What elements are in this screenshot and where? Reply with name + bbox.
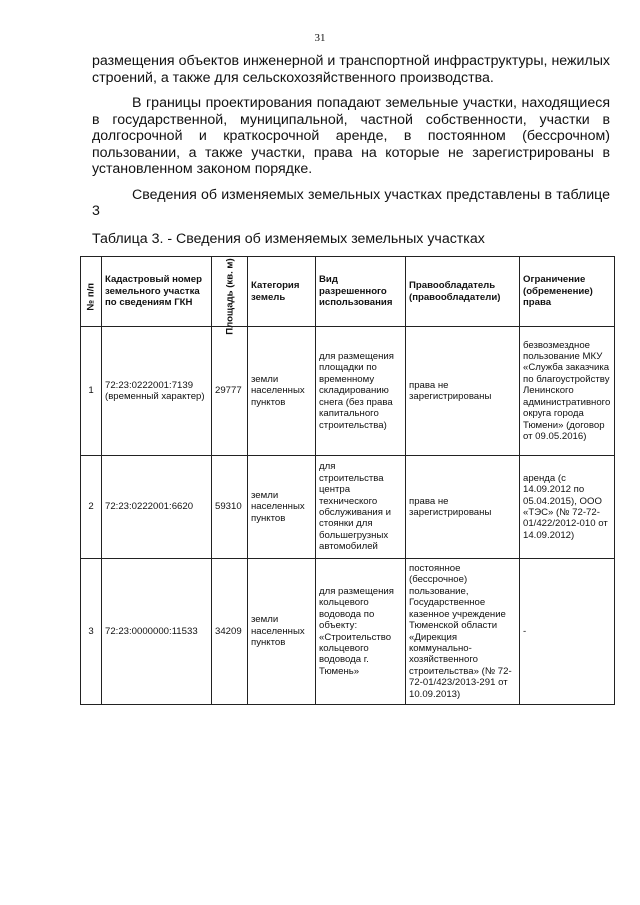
cell-restriction: аренда (с 14.09.2012 по 05.04.2015), ООО «ТЭС» (№ 72-72-01/422/2012-010 от 14.09.2012) (520, 456, 615, 559)
cell-restriction: - (520, 559, 615, 705)
cell-cadastral: 72:23:0222001:6620 (102, 456, 212, 559)
cell-num: 3 (81, 559, 102, 705)
cell-holder: права не зарегистрированы (406, 456, 520, 559)
header-category: Категория земель (248, 257, 316, 327)
cell-category: земли населенных пунктов (248, 559, 316, 705)
cell-area: 29777 (212, 327, 248, 456)
page-number: 31 (314, 32, 326, 44)
cell-category: земли населенных пунктов (248, 327, 316, 456)
land-plots-table (80, 256, 615, 705)
header-area: Площадь (кв. м) (212, 257, 248, 327)
header-use: Вид разрешенного использования (316, 257, 406, 327)
paragraph-project-boundaries: В границы проектирования попадают земельные участки, находящиеся в государственной, муниципальной, частной собственности, участки в долгосрочной и краткосрочной аренде, в постоянном (бессрочном) пользовании, а также участки, права на которые не зарегистрированы в установленном законом порядке. (92, 95, 610, 177)
cell-area: 34209 (212, 559, 248, 705)
cell-use: для размещения площадки по временному складированию снега (без права капитального строительства) (316, 327, 406, 456)
cell-restriction: безвозмездное пользование МКУ «Служба заказчика по благоустройству Ленинского административного округа города Тюмени» (договор от 09.05.2016) (520, 327, 615, 456)
table-row (81, 559, 615, 705)
body-text (92, 53, 610, 220)
cell-cadastral: 72:23:0000000:11533 (102, 559, 212, 705)
cell-holder: постоянное (бессрочное) пользование, Государственное казенное учреждение Тюменской области «Дирекция коммунально-хозяйственного строительства» (№ 72-72-01/423/2013-291 от 10.09.2013) (406, 559, 520, 705)
cell-use: для строительства центра технического обслуживания и стоянки для большегрузных автомобилей (316, 456, 406, 559)
cell-category: земли населенных пунктов (248, 456, 316, 559)
cell-area: 59310 (212, 456, 248, 559)
header-num: № п/п (81, 257, 102, 327)
table-caption: Таблица 3. - Сведения об изменяемых земельных участках (92, 231, 485, 247)
cell-use: для размещения кольцевого водовода по объекту: «Строительство кольцевого водовода г. Тюмень» (316, 559, 406, 705)
header-restriction: Ограничение (обременение) права (520, 257, 615, 327)
cell-holder: права не зарегистрированы (406, 327, 520, 456)
paragraph-continuation: размещения объектов инженерной и транспортной инфраструктуры, нежилых строений, а также для сельскохозяйственного производства. (92, 53, 610, 86)
table-row (81, 327, 615, 456)
header-holder: Правообладатель (правообладатели) (406, 257, 520, 327)
header-cadastral: Кадастровый номер земельного участка по сведениям ГКН (102, 257, 212, 327)
table-header-row (81, 257, 615, 327)
table-row (81, 456, 615, 559)
cell-cadastral: 72:23:0222001:7139 (временный характер) (102, 327, 212, 456)
cell-num: 2 (81, 456, 102, 559)
cell-num: 1 (81, 327, 102, 456)
paragraph-table-reference: Сведения об изменяемых земельных участках представлены в таблице 3 (92, 186, 610, 219)
